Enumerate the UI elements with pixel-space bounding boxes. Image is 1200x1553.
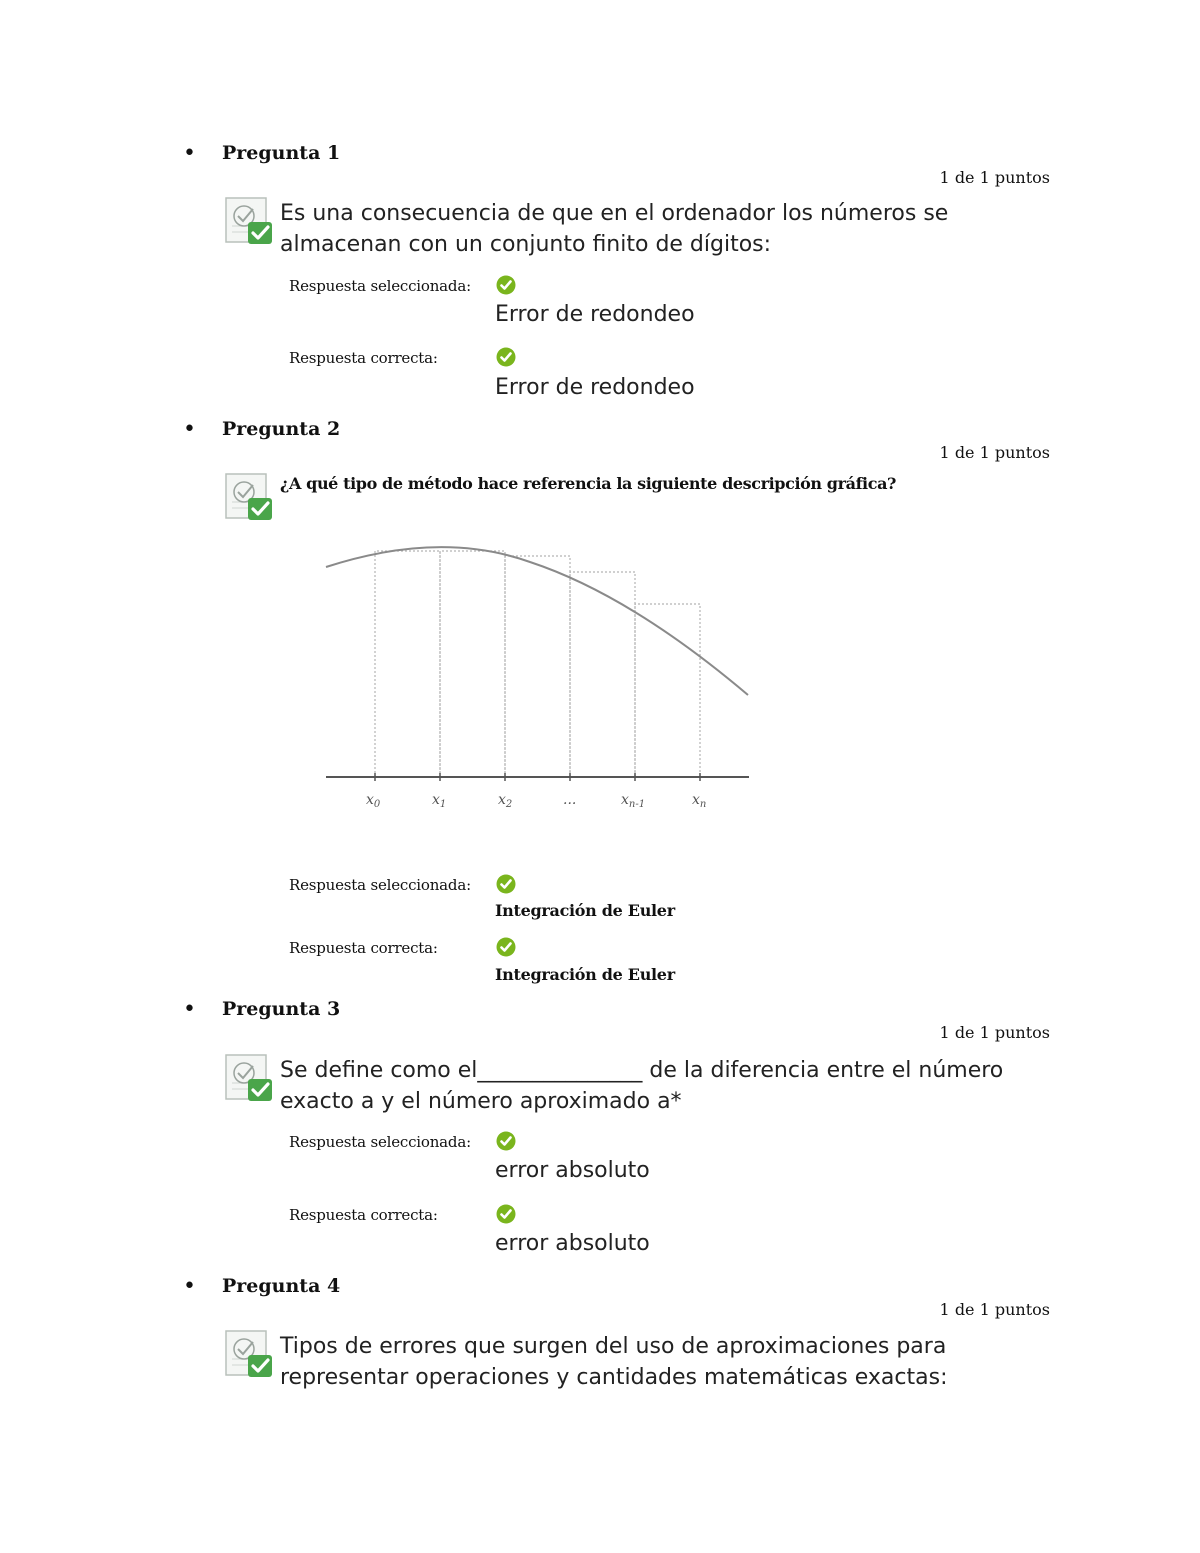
question-status-icon [224,472,274,522]
correct-check-icon [496,1204,516,1224]
tick-label-xn-1: $x_{n-1}$ [621,792,646,810]
rectangle-2 [440,551,505,777]
question-text-line: Se define como el_______________ de la diferencia entre el número [280,1058,1004,1083]
selected-answer: error absoluto [495,1158,650,1183]
correct-check-icon [496,275,516,295]
correct-check-icon [496,347,516,367]
bullet: • [183,417,196,442]
correct-check-icon [496,1131,516,1151]
question-status-icon [224,196,274,246]
question-title: Pregunta 1 [222,142,341,164]
tick-label-x0: $x_0$ [366,792,381,810]
integration-figure [300,530,770,830]
function-curve [326,547,748,695]
correct-answer-label: Respuesta correcta: [289,1206,438,1224]
correct-answer: error absoluto [495,1231,650,1256]
selected-answer-label: Respuesta seleccionada: [289,277,471,295]
correct-answer: Integración de Euler [495,965,675,984]
correct-answer: Error de redondeo [495,375,695,400]
selected-answer: Integración de Euler [495,901,675,920]
question-text-line: Tipos de errores que surgen del uso de aproximaciones para [280,1334,947,1359]
selected-answer: Error de redondeo [495,302,695,327]
question-title: Pregunta 2 [222,418,341,440]
question-title: Pregunta 3 [222,998,341,1020]
tick-label-xn: $x_n$ [692,792,707,810]
question-text [280,1331,948,1393]
rectangle-1 [375,551,440,777]
tick-label-dots: ... [563,792,577,808]
question-text: ¿A qué tipo de método hace referencia la siguiente descripción gráfica? [280,474,897,493]
question-text-line: representar operaciones y cantidades matemáticas exactas: [280,1365,948,1390]
question-status-icon [224,1329,274,1379]
points-label: 1 de 1 puntos [939,168,1050,187]
bullet: • [183,1274,196,1299]
question-text-line: almacenan con un conjunto finito de dígitos: [280,232,772,257]
correct-check-icon [496,874,516,894]
rectangle-3 [505,556,570,777]
question-status-icon [224,1053,274,1103]
question-text [280,1055,1003,1117]
points-label: 1 de 1 puntos [939,443,1050,462]
bullet: • [183,141,196,166]
points-label: 1 de 1 puntos [939,1300,1050,1319]
bullet: • [183,997,196,1022]
question-text [280,198,948,260]
tick-label-x1: $x_1$ [432,792,447,810]
rectangle-5 [635,604,700,777]
correct-answer-label: Respuesta correcta: [289,939,438,957]
question-text-line: exacto a y el número aproximado a* [280,1089,682,1114]
selected-answer-label: Respuesta seleccionada: [289,1133,471,1151]
selected-answer-label: Respuesta seleccionada: [289,876,471,894]
correct-answer-label: Respuesta correcta: [289,349,438,367]
correct-check-icon [496,937,516,957]
rectangle-4 [570,572,635,777]
tick-label-x2: $x_2$ [498,792,513,810]
question-title: Pregunta 4 [222,1275,341,1297]
points-label: 1 de 1 puntos [939,1023,1050,1042]
question-text-line: Es una consecuencia de que en el ordenador los números se [280,201,949,226]
